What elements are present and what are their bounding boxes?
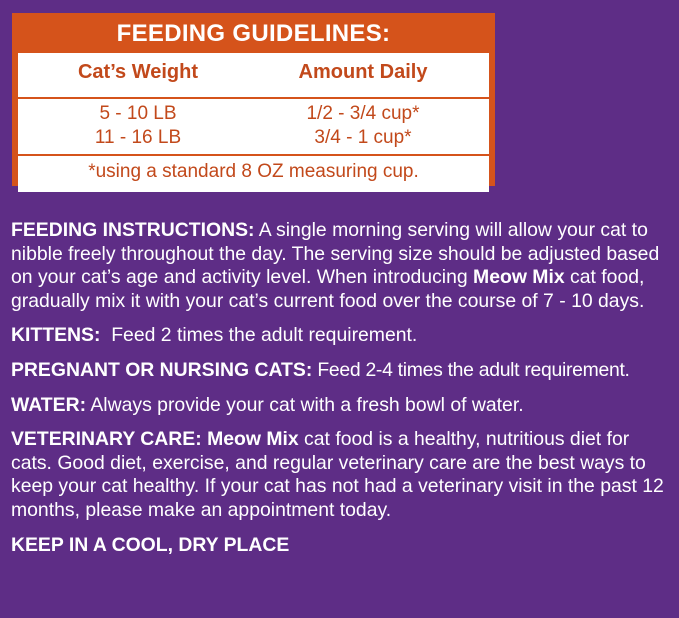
feeding-instructions-text-continued: cat food, gradually mix it with your cat’s current food over the course of 7 - 10 days. bbox=[11, 266, 645, 312]
kittens-text: Feed 2 times the adult requirement. bbox=[100, 324, 418, 347]
guidelines-table bbox=[18, 53, 489, 192]
pregnant-label: PREGNANT OR NURSING CATS: bbox=[11, 358, 313, 381]
measuring-footnote: *using a standard 8 OZ measuring cup. bbox=[88, 161, 419, 182]
feeding-instructions-text: A single morning serving will allow your cat to nibble freely throughout the day. The serving size should be adjusted based on your cat’s age and activity level. When introducing bbox=[11, 219, 660, 289]
table-cell-weight: 5 - 10 LB bbox=[99, 103, 177, 124]
feeding-instructions-paragraph bbox=[11, 219, 671, 313]
pregnant-paragraph bbox=[11, 359, 671, 383]
table-cell-weight: 11 - 16 LB bbox=[94, 127, 182, 148]
storage-instructions: KEEP IN A COOL, DRY PLACE bbox=[11, 533, 290, 556]
table-cell-amount: 3/4 - 1 cup* bbox=[314, 127, 412, 148]
kittens-label: KITTENS: bbox=[11, 324, 101, 347]
brand-name: Meow Mix bbox=[201, 428, 299, 451]
veterinary-paragraph bbox=[11, 428, 671, 522]
water-label: WATER: bbox=[11, 393, 87, 416]
column-header-weight: Cat’s Weight bbox=[77, 61, 198, 83]
pregnant-text: Feed 2-4 times the adult requirement. bbox=[312, 358, 630, 381]
water-paragraph bbox=[11, 394, 671, 418]
column-header-amount: Amount Daily bbox=[298, 61, 428, 83]
brand-name: Meow Mix bbox=[473, 266, 565, 289]
guidelines-title: FEEDING GUIDELINES: bbox=[116, 20, 391, 47]
veterinary-label: VETERINARY CARE: bbox=[11, 428, 202, 451]
feeding-instructions-label: FEEDING INSTRUCTIONS: bbox=[11, 219, 255, 241]
divider bbox=[18, 154, 489, 156]
feeding-guidelines-box bbox=[12, 13, 495, 186]
table-cell-amount: 1/2 - 3/4 cup* bbox=[306, 103, 420, 124]
veterinary-text: cat food is a healthy, nutritious diet for cats. Good diet, exercise, and regular veterinary care are the best ways to keep your cat healthy. If your cat has not had a veterinary visit in the past 12 months, please make an appointment today. bbox=[11, 428, 664, 521]
divider bbox=[18, 97, 489, 99]
kittens-paragraph bbox=[11, 324, 671, 348]
instructions-section bbox=[11, 219, 671, 557]
water-text: Always provide your cat with a fresh bowl of water. bbox=[86, 393, 524, 416]
